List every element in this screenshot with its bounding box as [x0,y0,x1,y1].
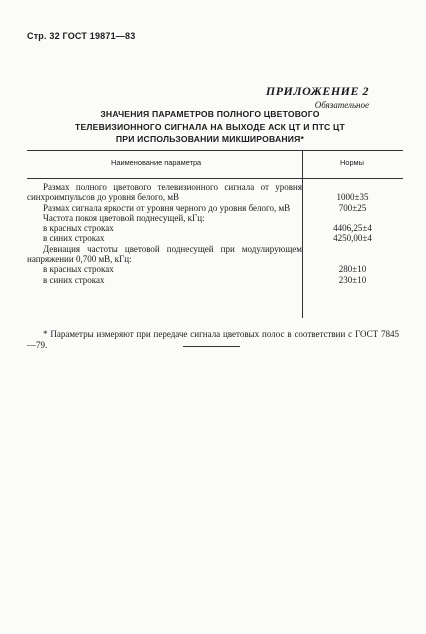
parameter-value: 4406,25±4 [333,223,372,234]
parameter-name: Девиация частоты цветовой поднесущей при модулирующем напряжении 0,700 мВ, кГц: [27,243,302,265]
table-row [27,275,403,285]
parameter-name: Размах полного цветового телевизионного сигнала от уровня синхроимпульсов до уровня белого, мВ [27,182,302,203]
appendix-label [266,84,369,110]
table-row [27,182,403,203]
table-row [27,223,403,233]
parameter-value: 4250,00±4 [333,233,372,244]
parameter-name: Частота покоя цветовой поднесущей, кГц: [43,212,205,223]
column-header-norms: Нормы [340,158,364,167]
parameter-name: в красных строках [43,223,114,234]
end-rule [183,346,240,347]
title-line: ПРИ ИСПОЛЬЗОВАНИИ МИКШИРОВАНИЯ* [115,134,305,144]
parameter-name: Размах сигнала яркости от уровня черного до уровня белого, мВ [43,202,291,213]
parameter-name: в синих строках [43,233,105,244]
footnote: * Параметры измеряют при передаче сигнала цветовых полос в соответствии с ГОСТ 7845—79. [27,329,399,350]
parameter-value: 1000±35 [336,192,369,203]
title-line: ЗНАЧЕНИЯ ПАРАМЕТРОВ ПОЛНОГО ЦВЕТОВОГО [100,109,320,119]
document-title [50,108,370,146]
table-row [27,213,403,223]
column-header-parameter: Наименование параметра [111,158,202,167]
table-row [27,264,403,274]
page-header: Стр. 32 ГОСТ 19871—83 [27,31,136,41]
table-row [27,203,403,213]
parameter-value: 700±25 [338,202,367,213]
table-body [27,182,403,285]
parameter-name: в красных строках [43,264,114,275]
appendix-title: ПРИЛОЖЕНИЕ 2 [265,84,369,98]
parameter-value: 230±10 [338,274,367,285]
appendix-subtitle: Обязательное [314,100,369,110]
table-header-rule [27,178,403,179]
table-top-rule [27,150,403,151]
parameter-value: 280±10 [338,264,367,275]
table-row [27,233,403,243]
table-row [27,244,403,265]
title-line: ТЕЛЕВИЗИОННОГО СИГНАЛА НА ВЫХОДЕ АСК ЦТ И ПТС ЦТ [75,121,345,132]
parameter-name: в синих строках [43,274,105,285]
